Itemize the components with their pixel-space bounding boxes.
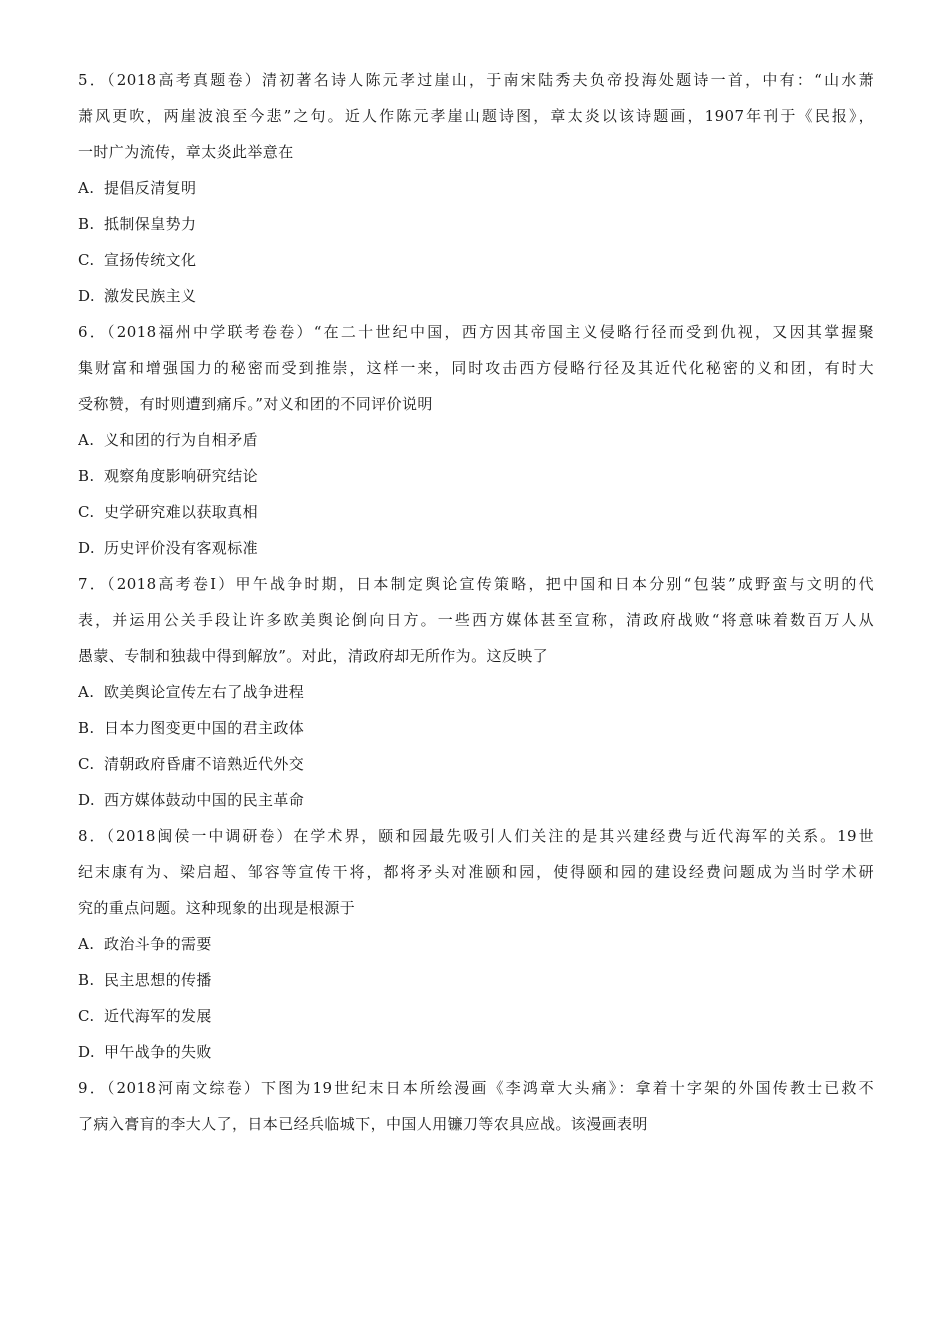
option-letter: B. <box>78 971 95 989</box>
answer-option-a[interactable] <box>78 422 874 458</box>
answer-option-c[interactable] <box>78 746 874 782</box>
option-text: 激发民族主义 <box>104 287 197 305</box>
option-letter: A. <box>78 179 95 197</box>
answer-option-c[interactable] <box>78 998 874 1034</box>
option-text: 欧美舆论宣传左右了战争进程 <box>104 683 305 701</box>
question-stem-line: 6．（2018福州中学联考卷卷）“在二十世纪中国，西方因其帝国主义侵略行径而受到仇视，又因其掌握聚 <box>78 323 874 341</box>
question-8 <box>78 818 874 1070</box>
option-text: 日本力图变更中国的君主政体 <box>104 719 305 737</box>
answer-option-c[interactable] <box>78 242 874 278</box>
option-text: 观察角度影响研究结论 <box>104 467 259 485</box>
question-6 <box>78 314 874 566</box>
option-letter: C. <box>78 1007 95 1025</box>
option-text: 清朝政府昏庸不谙熟近代外交 <box>104 755 305 773</box>
option-text: 西方媒体鼓动中国的民主革命 <box>104 791 305 809</box>
question-stem-line: 受称赞，有时则遭到痛斥。”对义和团的不同评价说明 <box>78 395 433 413</box>
option-letter: A. <box>78 431 95 449</box>
option-text: 提倡反清复明 <box>104 179 197 197</box>
answer-option-b[interactable] <box>78 962 874 998</box>
option-letter: C. <box>78 251 95 269</box>
answer-option-d[interactable] <box>78 530 874 566</box>
option-letter: B. <box>78 215 95 233</box>
option-letter: D. <box>78 539 96 557</box>
answer-option-a[interactable] <box>78 674 874 710</box>
option-letter: B. <box>78 467 95 485</box>
question-stem-line: 了病入膏肓的李大人了，日本已经兵临城下，中国人用镰刀等农具应战。该漫画表明 <box>78 1115 648 1133</box>
option-text: 史学研究难以获取真相 <box>104 503 259 521</box>
answer-option-a[interactable] <box>78 926 874 962</box>
question-stem-line: 8．（2018闽侯一中调研卷）在学术界，颐和园最先吸引人们关注的是其兴建经费与近代海军的关系。19世 <box>78 827 874 845</box>
answer-option-d[interactable] <box>78 782 874 818</box>
question-stem-line: 表，并运用公关手段让许多欧美舆论倒向日方。一些西方媒体甚至宣称，清政府战败“将意味着数百万人从 <box>78 611 874 629</box>
question-5 <box>78 62 874 314</box>
answer-option-b[interactable] <box>78 710 874 746</box>
question-9 <box>78 1070 874 1142</box>
question-stem-line: 7．（2018高考卷Ⅰ）甲午战争时期，日本制定舆论宣传策略，把中国和日本分别“包装”成野蛮与文明的代 <box>78 575 874 593</box>
question-stem-line: 一时广为流传，章太炎此举意在 <box>78 143 294 161</box>
option-text: 义和团的行为自相矛盾 <box>104 431 259 449</box>
option-text: 宣扬传统文化 <box>104 251 197 269</box>
option-text: 甲午战争的失败 <box>104 1043 212 1061</box>
question-stem-line: 5．（2018高考真题卷）清初著名诗人陈元孝过崖山，于南宋陆秀夫负帝投海处题诗一首，中有：“山水萧 <box>78 71 874 89</box>
question-stem-line: 9．（2018河南文综卷）下图为19世纪末日本所绘漫画《李鸿章大头痛》：拿着十字架的外国传教士已救不 <box>78 1079 874 1097</box>
option-letter: D. <box>78 791 96 809</box>
answer-option-b[interactable] <box>78 458 874 494</box>
option-letter: C. <box>78 503 95 521</box>
answer-option-b[interactable] <box>78 206 874 242</box>
option-letter: D. <box>78 287 96 305</box>
option-letter: A. <box>78 935 95 953</box>
question-stem-line: 究的重点问题。这种现象的出现是根源于 <box>78 899 356 917</box>
question-stem-line: 愚蒙、专制和独裁中得到解放”。对此，清政府却无所作为。这反映了 <box>78 647 549 665</box>
option-text: 近代海军的发展 <box>104 1007 212 1025</box>
option-text: 历史评价没有客观标准 <box>104 539 259 557</box>
exam-page <box>78 62 874 1142</box>
answer-option-c[interactable] <box>78 494 874 530</box>
option-text: 民主思想的传播 <box>104 971 212 989</box>
question-7 <box>78 566 874 818</box>
option-letter: A. <box>78 683 95 701</box>
answer-option-a[interactable] <box>78 170 874 206</box>
option-text: 政治斗争的需要 <box>104 935 212 953</box>
option-text: 抵制保皇势力 <box>104 215 197 233</box>
option-letter: B. <box>78 719 95 737</box>
answer-option-d[interactable] <box>78 278 874 314</box>
question-stem-line: 纪末康有为、梁启超、邹容等宣传干将，都将矛头对准颐和园，使得颐和园的建设经费问题成为当时学术研 <box>78 863 874 881</box>
question-stem-line: 集财富和增强国力的秘密而受到推崇，这样一来，同时攻击西方侵略行径及其近代化秘密的义和团，有时大 <box>78 359 874 377</box>
answer-option-d[interactable] <box>78 1034 874 1070</box>
option-letter: D. <box>78 1043 96 1061</box>
question-stem-line: 萧风更吹，两崖波浪至今悲”之句。近人作陈元孝崖山题诗图，章太炎以该诗题画，1907年刊于《民报》， <box>78 107 874 125</box>
option-letter: C. <box>78 755 95 773</box>
